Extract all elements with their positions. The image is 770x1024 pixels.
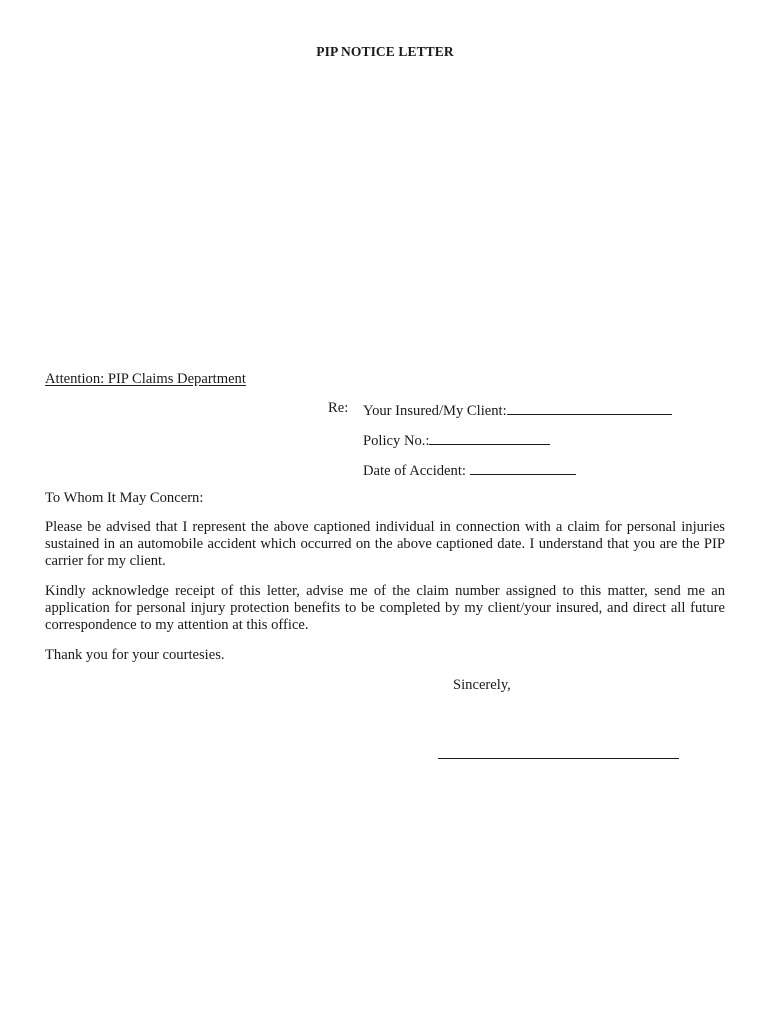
accident-field xyxy=(363,460,576,480)
paragraph-request: Kindly acknowledge receipt of this letter, advise me of the claim number assigned to this matter, send me an application for personal injury protection benefits to be completed by my client/your insured, and direct all future correspondence to my attention at this office. xyxy=(45,583,725,633)
re-label: Re: xyxy=(328,400,349,416)
thanks-line: Thank you for your courtesies. xyxy=(45,647,225,663)
policy-label: Policy No.: xyxy=(363,433,430,449)
closing: Sincerely, xyxy=(453,677,511,693)
salutation: To Whom It May Concern: xyxy=(45,490,204,506)
signature-line[interactable] xyxy=(438,758,679,759)
insured-field xyxy=(363,400,672,420)
accident-label: Date of Accident: xyxy=(363,463,470,479)
insured-blank[interactable] xyxy=(507,400,672,415)
policy-blank[interactable] xyxy=(429,430,550,445)
paragraph-representation: Please be advised that I represent the above captioned individual in connection with a claim for personal injuries sustained in an automobile accident which occurred on the above captioned date. I understand that you are the PIP carrier for my client. xyxy=(45,519,725,569)
policy-field xyxy=(363,430,550,450)
accident-blank[interactable] xyxy=(470,460,576,475)
insured-label: Your Insured/My Client: xyxy=(363,403,507,419)
letter-title: PIP NOTICE LETTER xyxy=(316,44,454,59)
attention-line: Attention: PIP Claims Department xyxy=(45,371,246,387)
